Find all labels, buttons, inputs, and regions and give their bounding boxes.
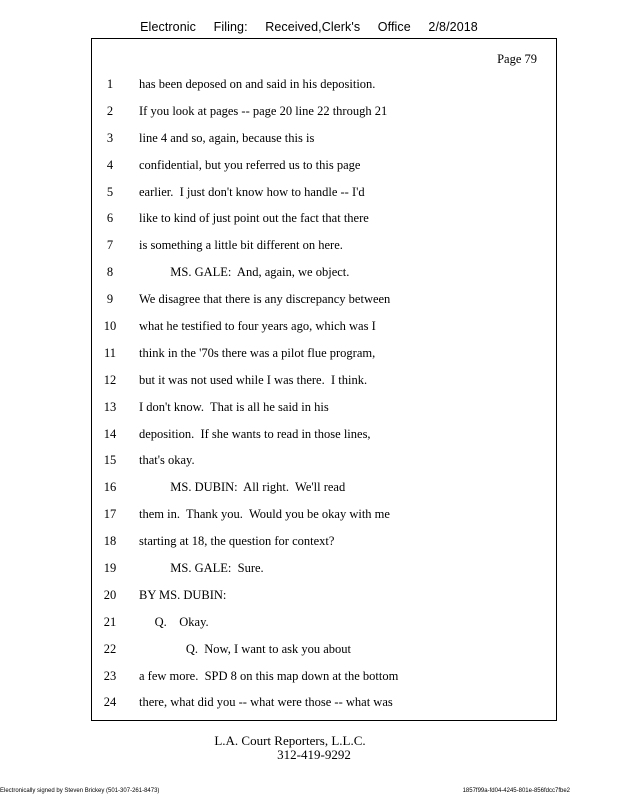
electronic-signature: Electronically signed by Steven Brickey (501-307-261-8473) xyxy=(0,788,160,794)
transcript-page xyxy=(91,38,557,721)
transcript-line xyxy=(92,367,556,394)
line-text: but it was not used while I was there. I think. xyxy=(139,372,368,387)
line-number: 12 xyxy=(103,372,117,387)
line-text: deposition. If she wants to read in those lines, xyxy=(139,426,371,441)
line-number: 4 xyxy=(106,157,114,172)
line-text: We disagree that there is any discrepancy between xyxy=(139,292,391,307)
transcript-line xyxy=(92,474,556,501)
line-number: 5 xyxy=(106,184,114,199)
line-text: that's okay. xyxy=(139,453,195,468)
line-number: 20 xyxy=(103,587,117,602)
transcript-line xyxy=(92,125,556,152)
filing-stamp-part: Office xyxy=(377,20,411,34)
transcript-line xyxy=(92,205,556,232)
transcript-line xyxy=(92,689,556,716)
transcript-line xyxy=(92,71,556,98)
line-text: MS. GALE: And, again, we object. xyxy=(139,265,350,280)
transcript-line xyxy=(92,394,556,421)
transcript-line xyxy=(92,609,556,636)
line-text: has been deposed on and said in his deposition. xyxy=(139,77,376,91)
transcript-line xyxy=(92,152,556,179)
transcript-line xyxy=(92,663,556,690)
line-text: Q. Okay. xyxy=(139,614,209,629)
line-text: starting at 18, the question for context? xyxy=(139,534,335,549)
filing-stamp-part: Filing: xyxy=(213,20,248,34)
line-text: If you look at pages -- page 20 line 22 through 21 xyxy=(139,103,388,118)
transcript-line xyxy=(92,528,556,555)
filing-stamp-part: Received,Clerk's xyxy=(265,20,361,34)
line-number: 8 xyxy=(106,265,114,280)
line-number: 18 xyxy=(103,534,117,549)
line-number: 2 xyxy=(106,103,114,118)
transcript-line xyxy=(92,636,556,663)
line-text: earlier. I just don't know how to handle -- I'd xyxy=(139,184,365,199)
line-number: 6 xyxy=(106,211,114,226)
transcript-line xyxy=(92,286,556,313)
transcript-line xyxy=(92,555,556,582)
line-text: a few more. SPD 8 on this map down at the bottom xyxy=(139,668,399,683)
line-number: 17 xyxy=(103,507,117,522)
line-text: is something a little bit different on here. xyxy=(139,238,343,253)
line-text: I don't know. That is all he said in his xyxy=(139,399,329,414)
line-text: what he testified to four years ago, which was I xyxy=(139,319,376,334)
line-text: confidential, but you referred us to this page xyxy=(139,157,361,172)
line-text: MS. DUBIN: All right. We'll read xyxy=(139,480,346,495)
line-text: BY MS. DUBIN: xyxy=(139,587,227,602)
line-text: there, what did you -- what were those -- what was xyxy=(139,695,393,710)
line-number: 10 xyxy=(103,319,117,334)
line-text: think in the '70s there was a pilot flue program, xyxy=(139,345,376,360)
transcript-line xyxy=(92,501,556,528)
transcript-line xyxy=(92,447,556,474)
filing-stamp xyxy=(0,20,618,34)
transcript-line xyxy=(92,98,556,125)
line-number: 15 xyxy=(103,453,117,468)
line-text: MS. GALE: Sure. xyxy=(139,561,264,576)
reporter-company: L.A. Court Reporters, L.L.C. xyxy=(214,733,366,748)
line-text: them in. Thank you. Would you be okay with me xyxy=(139,507,390,522)
page-number: Page 79 xyxy=(497,52,537,66)
line-number: 7 xyxy=(106,238,114,253)
line-number: 3 xyxy=(106,130,114,145)
transcript-line xyxy=(92,259,556,286)
line-text: Q. Now, I want to ask you about xyxy=(139,641,352,656)
transcript-line xyxy=(92,232,556,259)
line-number: 23 xyxy=(103,668,117,683)
transcript-line xyxy=(92,421,556,448)
line-number: 1 xyxy=(106,77,114,91)
transcript-line xyxy=(92,313,556,340)
transcript-lines xyxy=(92,71,556,716)
line-number: 13 xyxy=(103,399,117,414)
line-number: 9 xyxy=(106,292,114,307)
line-number: 14 xyxy=(103,426,117,441)
document-hash: 1857f99a-fd04-4245-801e-856fdcc7fbe2 xyxy=(462,788,570,794)
filing-stamp-part: 2/8/2018 xyxy=(428,20,478,34)
transcript-line xyxy=(92,582,556,609)
line-text: line 4 and so, again, because this is xyxy=(139,130,315,145)
reporter-phone: 312-419-9292 xyxy=(277,747,351,762)
line-number: 16 xyxy=(103,480,117,495)
line-number: 22 xyxy=(103,641,117,656)
line-number: 11 xyxy=(103,345,117,360)
transcript-line xyxy=(92,179,556,206)
line-number: 19 xyxy=(103,561,117,576)
line-number: 21 xyxy=(103,614,117,629)
filing-stamp-part: Electronic xyxy=(140,20,197,34)
line-number: 24 xyxy=(103,695,117,710)
transcript-line xyxy=(92,340,556,367)
line-text: like to kind of just point out the fact that there xyxy=(139,211,369,226)
